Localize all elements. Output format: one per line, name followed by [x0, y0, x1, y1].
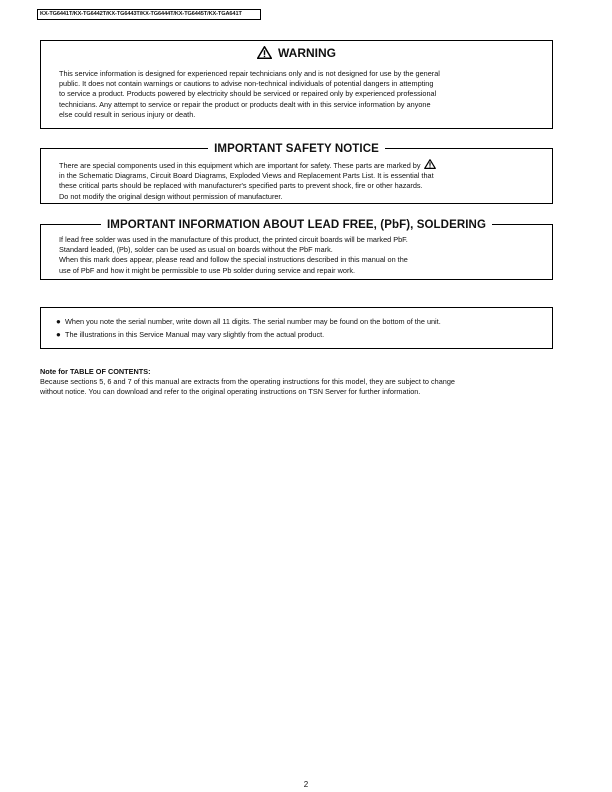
note-text: When you note the serial number, write down all 11 digits. The serial number may be found on the bottom of the unit.	[65, 317, 441, 326]
toc-note-line: Because sections 5, 6 and 7 of this manual are extracts from the operating instructions for this model, they are subject to change	[40, 377, 455, 386]
safety-line: Do not modify the original design without permission of manufacturer.	[59, 191, 283, 201]
warning-heading	[41, 46, 552, 60]
lead-free-line: When this mark does appear, please read and follow the special instructions described in this manual on the	[59, 255, 408, 265]
lead-free-title: IMPORTANT INFORMATION ABOUT LEAD FREE, (PbF), SOLDERING	[101, 219, 492, 231]
warning-triangle-icon	[424, 159, 436, 169]
lead-free-line: Standard leaded, (Pb), solder can be used as usual on boards without the PbF mark.	[59, 245, 333, 255]
warning-line: to service a product. Products powered by electricity should be serviced or repaired only by experienced professional	[59, 89, 437, 99]
toc-note-line: without notice. You can download and refer to the original operating instructions on TSN Server for further information.	[40, 387, 421, 396]
safety-line	[59, 159, 436, 171]
notes-list	[56, 316, 441, 341]
warning-title: WARNING	[278, 46, 336, 60]
list-item	[56, 316, 441, 329]
lead-free-box	[40, 219, 553, 280]
warning-line: technicians. Any attempt to service or repair the product or products dealt with in this service information by anyone	[59, 99, 431, 109]
safety-notice-title: IMPORTANT SAFETY NOTICE	[208, 143, 385, 155]
warning-triangle-icon	[257, 46, 272, 59]
warning-box	[40, 40, 553, 129]
toc-note-heading: Note for TABLE OF CONTENTS:	[40, 367, 151, 376]
safety-line: these critical parts should be replaced with manufacturer's specified parts to prevent shock, fire or other hazards.	[59, 181, 423, 191]
toc-note	[40, 367, 455, 397]
safety-notice-box	[40, 143, 553, 204]
safety-notice-body	[59, 159, 436, 202]
bullet-icon: ●	[56, 317, 61, 326]
warning-line: This service information is designed for experienced repair technicians only and is not designed for use by the general	[59, 69, 440, 78]
note-text: The illustrations in this Service Manual may vary slightly from the actual product.	[65, 329, 325, 339]
model-number-header: KX-TG6441T/KX-TG6442T/KX-TG6443T/KX-TG6444T/KX-TG6445T/KX-TGA641T	[37, 9, 261, 20]
warning-line: public. It does not contain warnings or cautions to advise non-technical individuals of potential dangers in attempting	[59, 79, 434, 89]
safety-line: in the Schematic Diagrams, Circuit Board Diagrams, Exploded Views and Replacement Parts List. It is essential that	[59, 171, 434, 181]
safety-line-text: There are special components used in this equipment which are important for safety. These parts are marked by	[59, 161, 421, 170]
lead-free-line: use of PbF and how it might be permissible to use Pb solder during service and repair work.	[59, 265, 356, 275]
list-item	[56, 329, 441, 342]
warning-line: else could result in serious injury or death.	[59, 109, 196, 119]
lead-free-line: If lead free solder was used in the manufacture of this product, the printed circuit boards will be marked PbF.	[59, 235, 408, 244]
lead-free-heading	[41, 217, 552, 232]
safety-notice-heading	[41, 141, 552, 156]
lead-free-body	[59, 235, 408, 276]
notes-box	[40, 307, 553, 349]
bullet-icon: ●	[56, 329, 61, 339]
warning-body	[59, 69, 440, 120]
page-number: 2	[303, 780, 309, 789]
